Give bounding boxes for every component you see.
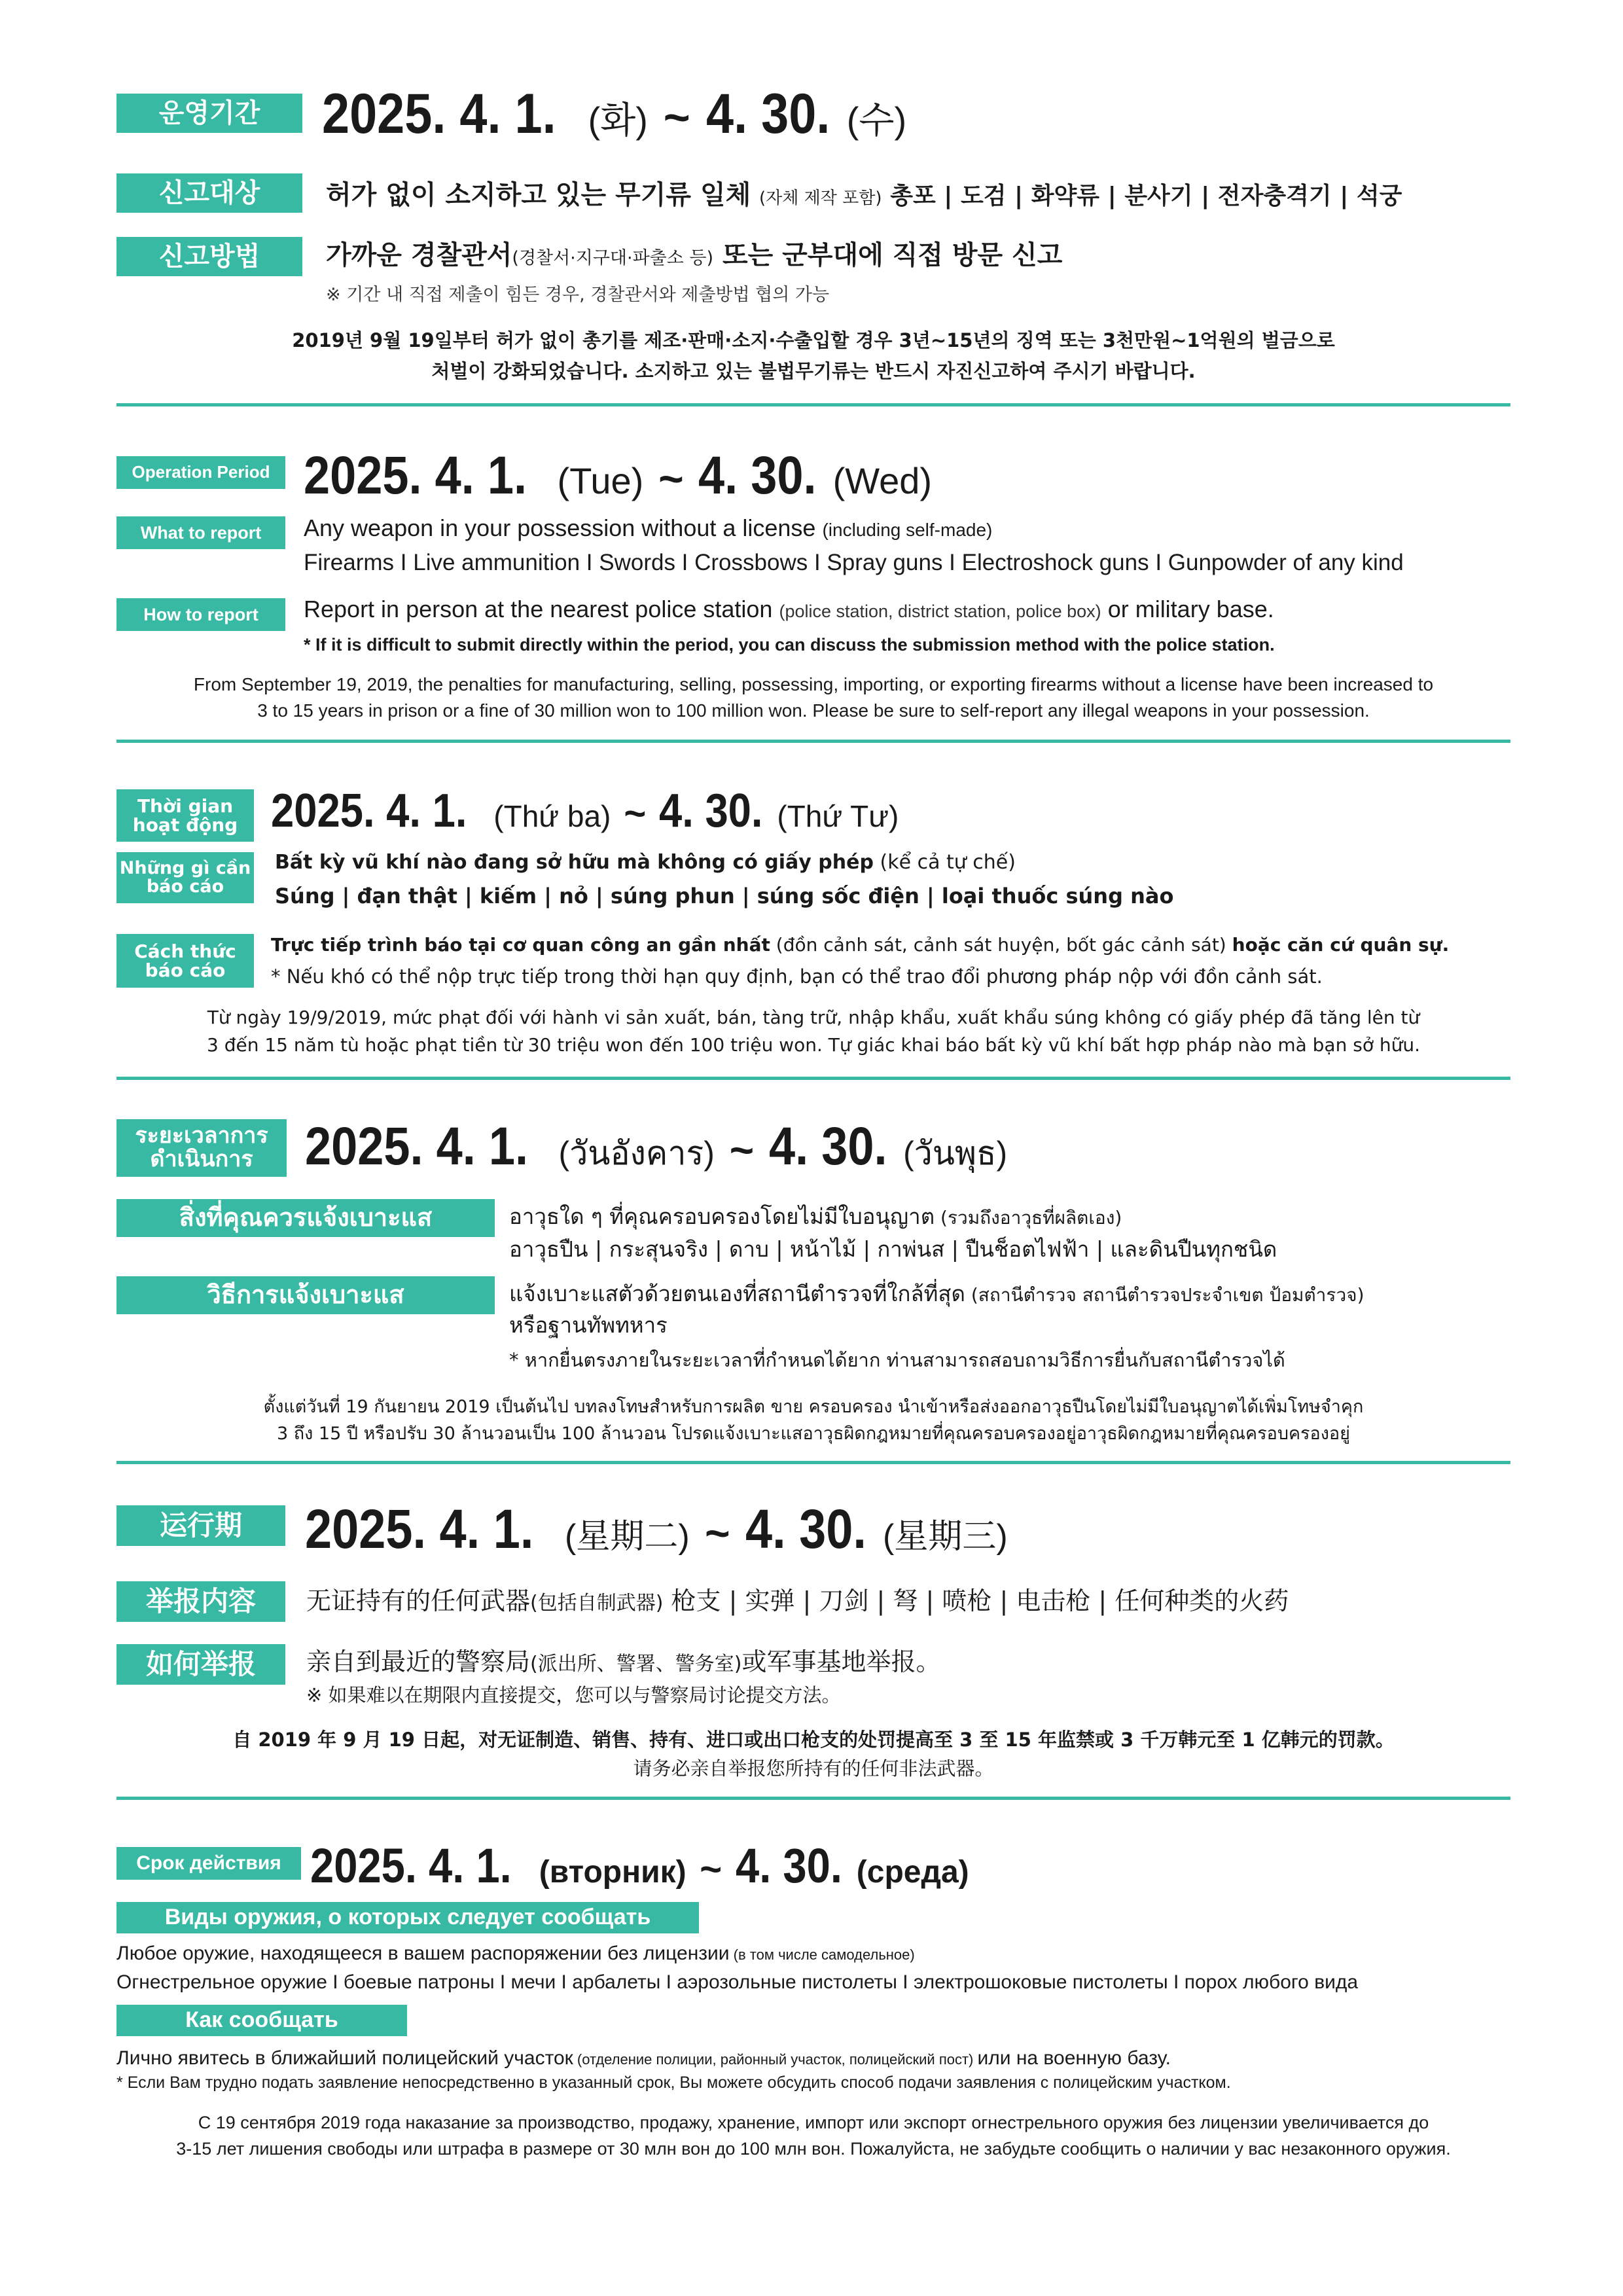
what-label-line-2: báo cáo [146,876,224,897]
what-items: 枪支 | 实弹 | 刀剑 | 弩 | 喷枪 | 电击枪 | 任何种类的火药 [663,1587,1289,1615]
how-note: * Nếu khó có thể nộp trực tiếp trong thời hạn quy định, bạn có thể trao đổi phương pháp nộp với đồn cảnh sát. [271,965,1323,988]
date-start: 2025. 4. 1. [310,1839,512,1893]
date-start: 2025. 4. 1. [304,446,527,505]
penalty-line-1: ตั้งแต่วันที่ 19 กันยายน 2019 เป็นต้นไป บทลงโทษสำหรับการผลิต ขาย ครอบครอง นำเข้าหรือส่งออกอาวุธปืนโดยไม่มีใบอนุญาตได้เพิ่มโทษจำคุก [263,1397,1364,1417]
penalty-line-1: Từ ngày 19/9/2019, mức phạt đối với hành vi sản xuất, bán, tàng trữ, nhập khẩu, xuất khẩu súng không có giấy phép đã tăng lên từ [207,1007,1420,1028]
penalty-line-2: 请务必亲自举报您所持有的任何非法武器。 [633,1757,994,1780]
date-end: 4. 30. [745,1498,866,1560]
tilde: ~ [729,1126,755,1174]
how-main-a: Trực tiếp trình báo tại cơ quan công an gần nhất [271,934,770,956]
how-main-c: 或军事基地举报。 [741,1647,941,1676]
what-items: Firearms I Live ammunition I Swords I Crossbows I Spray guns I Electroshock guns I Gunpowder of any kind [304,550,1404,575]
period-label-line-1: Thời gian [137,795,234,817]
day-end: (วันพุธ) [903,1135,1008,1172]
day-end: (Thứ Tư) [777,799,899,833]
day-start: (星期二) [565,1518,690,1556]
how-main-c: หรือฐานทัพทหาร [509,1312,668,1338]
period-dates [304,445,932,507]
period-label: 运行期 [116,1505,285,1546]
divider [116,403,1510,406]
divider [116,1461,1510,1464]
what-main: 허가 없이 소지하고 있는 무기류 일체 [326,180,751,210]
date-end: 4. 30. [698,446,817,505]
date-start: 2025. 4. 1. [271,785,467,837]
how-main-a: Report in person at the nearest police station [304,596,773,622]
what-note: (รวมถึงอาวุธที่ผลิตเอง) [935,1207,1122,1229]
what-items: อาวุธปืน | กระสุนจริง | ดาบ | หน้าไม้ | กาพ่นส | ปืนช็อตไฟฟ้า | และดินปืนทุกชนิด [509,1236,1277,1262]
period-label-line-1: ระยะเวลาการ [135,1122,268,1149]
tilde: ~ [700,1848,722,1891]
what-label: สิ่งที่คุณควรแจ้งเบาะแส [116,1199,495,1237]
how-main-a: 亲自到最近的警察局 [306,1647,531,1676]
penalty-line-2: 3-15 лет лишения свободы или штрафа в размере от 30 млн вон до 100 млн вон. Пожалуйста, не забудьте сообщить о наличии у вас незаконного оружия. [176,2139,1451,2159]
how-label-line-2: báo cáo [145,960,226,981]
day-end: (星期三) [883,1518,1008,1556]
how-main-b: (отделение полиции, районный участок, полицейский пост) [573,2051,978,2068]
what-label: Виды оружия, о которых следует сообщать [116,1902,699,1933]
period-label-line-2: ดำเนินการ [150,1146,253,1172]
period-dates [305,1498,1008,1561]
what-items: 총포 | 도검 | 화약류 | 분사기 | 전자충격기 | 석궁 [890,183,1402,209]
how-label: วิธีการแจ้งเบาะแส [116,1276,495,1314]
day-start: (วันอังคาร) [558,1135,715,1172]
penalty-line-1: From September 19, 2019, the penalties for manufacturing, selling, possessing, importing, or exporting firearms without a license have been increased to [193,674,1434,694]
period-dates [310,1838,969,1893]
day-start: (вторник) [539,1855,687,1890]
how-main-b: (police station, district station, police box) [779,601,1101,621]
what-line [509,1199,1122,1234]
how-note: * If it is difficult to submit directly within the period, you can discuss the submission method with the police station. [304,635,1275,655]
divider [116,1797,1510,1800]
what-line [304,514,992,542]
penalty-line-2: 3 to 15 years in prison or a fine of 30 million won to 100 million won. Please be sure to self-report any illegal weapons in your possession. [257,700,1370,721]
how-main-b: (đồn cảnh sát, cảnh sát huyện, bốt gác cảnh sát) [770,934,1232,956]
penalty-line-2: 3 đến 15 năm tù hoặc phạt tiền từ 30 triệu won đến 100 triệu won. Tự giác khai báo bất kỳ vũ khí bất hợp pháp nào mà bạn sở hữu. [207,1034,1420,1056]
what-line [275,851,1016,874]
what-label: 举报内容 [116,1581,285,1622]
period-dates [305,1116,1007,1179]
what-main: Bất kỳ vũ khí nào đang sở hữu mà không có giấy phép [275,851,874,874]
what-main: Любое оружие, находящееся в вашем распоряжении без лицензии [116,1943,730,1964]
divider [116,740,1510,743]
how-note: * หากยื่นตรงภายในระยะเวลาที่กำหนดได้ยาก ท่านสามารถสอบถามวิธีการยื่นกับสถานีตำรวจได้ [509,1349,1285,1371]
what-items: Огнестрельное оружие I боевые патроны I мечи I арбалеты I аэрозольные пистолеты I электрошоковые пистолеты I порох любого вида [116,1971,1359,1993]
period-label: 운영기간 [116,94,302,133]
day-end: (수) [846,99,907,141]
how-line [271,934,1449,956]
how-line [509,1276,1364,1311]
how-main-b: (경찰서·지구대·파출소 등) [512,248,714,268]
how-main-b: (สถานีตำรวจ สถานีตำรวจประจำเขต ป้อมตำรวจ) [965,1284,1364,1306]
how-main-b: (派出所、警署、警务室) [530,1653,742,1676]
day-start: (화) [588,99,648,141]
period-dates [322,82,906,147]
what-main: 无证持有的任何武器 [306,1587,531,1615]
what-main: Any weapon in your possession without a license [304,514,816,541]
what-label [116,852,254,903]
how-label-line-1: Cách thức [134,940,236,962]
how-main-c: or military base. [1101,596,1274,622]
what-line [116,1943,915,1965]
penalty-line-2: 처벌이 강화되었습니다. 소지하고 있는 불법무기류는 반드시 자진신고하여 주시기 바랍니다. [431,360,1196,382]
how-line [304,596,1274,623]
how-line [326,234,1062,272]
penalty-line-2: 3 ถึง 15 ปี หรือปรับ 30 ล้านวอนเป็น 100 ล้านวอน โปรดแจ้งเบาะแสอาวุธผิดกฎหมายที่คุณครอบครองอยู่อาวุธผิดกฎหมายที่คุณครอบครองอยู่ [277,1424,1350,1444]
date-start: 2025. 4. 1. [322,82,556,145]
period-label: Operation Period [116,456,285,489]
period-label [116,1119,287,1177]
period-dates [271,784,899,838]
penalty-line-1: 2019년 9월 19일부터 허가 없이 총기를 제조·판매·소지·수출입할 경우 3년~15년의 징역 또는 3천만원~1억원의 벌금으로 [292,329,1335,351]
how-main-a: 가까운 경찰관서 [326,240,512,270]
day-start: (Tue) [557,460,644,501]
penalty-line-1: С 19 сентября 2019 года наказание за производство, продажу, хранение, импорт или экспорт огнестрельного оружия без лицензии увеличивается до [198,2113,1429,2132]
how-label: How to report [116,598,285,631]
how-main-a: Лично явитесь в ближайший полицейский участок [116,2047,573,2069]
what-note: (including self-made) [822,520,993,540]
divider [116,1077,1510,1080]
how-note: * Если Вам трудно подать заявление непосредственно в указанный срок, Вы можете обсудить способ подачи заявления с полицейским участком. [116,2073,1231,2092]
how-label: 如何举报 [116,1644,285,1685]
date-end: 4. 30. [659,785,763,837]
day-end: (среда) [856,1855,969,1890]
tilde: ~ [624,793,647,835]
how-note: ※ 기간 내 직접 제출이 힘든 경우, 경찰관서와 제출방법 협의 가능 [326,285,830,305]
how-note: ※ 如果难以在期限内直接提交，您可以与警察局讨论提交方法。 [306,1684,841,1706]
what-label-line-1: Những gì cần [119,857,251,878]
date-start: 2025. 4. 1. [305,1498,534,1560]
what-note: (자체 제작 포함) [758,188,882,208]
what-label: What to report [116,516,285,549]
tilde: ~ [658,454,684,503]
what-line [326,174,1402,211]
what-note: (包括自制武器) [530,1592,664,1615]
how-label [116,934,254,988]
what-line [306,1581,1289,1617]
how-label: Как сообщать [116,2005,407,2036]
what-note: (в том числе самодельное) [729,1946,915,1963]
what-main: อาวุธใด ๆ ที่คุณครอบครองโดยไม่มีใบอนุญาต [509,1204,935,1229]
period-label: Срок действия [116,1847,301,1880]
how-line [306,1641,940,1677]
how-line [116,2047,1171,2070]
date-end: 4. 30. [768,1117,887,1176]
how-main-c: hoặc căn cứ quân sự. [1232,934,1450,956]
how-main-a: แจ้งเบาะแสตัวด้วยตนเองที่สถานีตำรวจที่ใกล้ที่สุด [509,1281,965,1306]
day-end: (Wed) [832,460,933,501]
how-main-c: или на военную базу. [977,2047,1171,2069]
how-main-c: 또는 군부대에 직접 방문 신고 [713,240,1063,270]
day-start: (Thứ ba) [493,799,611,833]
date-start: 2025. 4. 1. [305,1117,529,1176]
how-label: 신고방법 [116,237,302,276]
penalty-line-1: 自 2019 年 9 月 19 日起，对无证制造、销售、持有、进口或出口枪支的处罚提高至 3 至 15 年监禁或 3 千万韩元至 1 亿韩元的罚款。 [232,1729,1395,1751]
tilde: ~ [663,92,690,143]
tilde: ~ [704,1509,730,1557]
what-note: (kể cả tự chế) [873,851,1016,874]
period-label [116,789,254,842]
date-end: 4. 30. [735,1839,842,1893]
what-items: Súng | đạn thật | kiếm | nỏ | súng phun | súng sốc điện | loại thuốc súng nào [275,884,1174,908]
period-label-line-2: hoạt động [132,814,238,836]
what-label: 신고대상 [116,173,302,213]
date-end: 4. 30. [705,82,830,145]
